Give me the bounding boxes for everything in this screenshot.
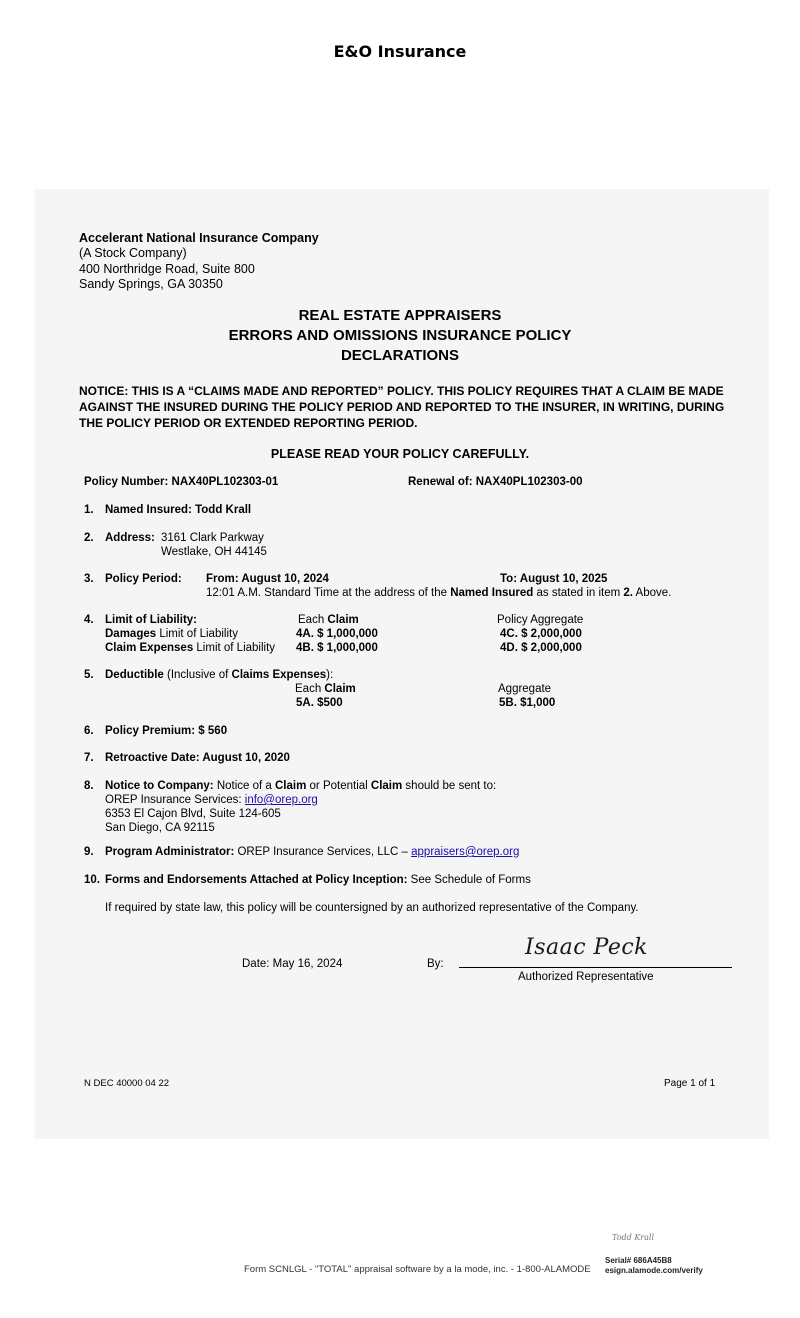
company-name: Accelerant National Insurance Company: [79, 231, 319, 245]
item-number: 3.: [84, 573, 94, 585]
claim-expenses-limit-label: Claim Expenses Limit of Liability: [105, 642, 276, 654]
item-number: 4.: [84, 614, 94, 626]
info-email-link[interactable]: info@orep.org: [244, 794, 318, 806]
software-footer: Form SCNLGL - "TOTAL" appraisal software by a la mode, inc. - 1-800-ALAMODE: [244, 1264, 591, 1275]
address-line-2: Westlake, OH 44145: [161, 546, 267, 558]
damages-each-claim: 4A. $ 1,000,000: [296, 628, 378, 640]
damages-limit-label: Damages Limit of Liability: [105, 628, 238, 640]
read-carefully: PLEASE READ YOUR POLICY CAREFULLY.: [270, 447, 530, 461]
signature: Isaac Peck: [525, 935, 649, 960]
claim-expenses-each-claim: 4B. $ 1,000,000: [296, 642, 378, 654]
signature-by: By:: [427, 958, 444, 970]
signature-date: Date: May 16, 2024: [242, 958, 343, 970]
address-line-1: 3161 Clark Parkway: [161, 532, 264, 544]
heading-line-1: REAL ESTATE APPRAISERS: [298, 307, 502, 324]
deductible-label: Deductible (Inclusive of Claims Expenses):: [105, 669, 334, 681]
company-city: Sandy Springs, GA 30350: [79, 277, 223, 291]
policy-aggregate-header: Policy Aggregate: [497, 614, 584, 626]
company-street: 400 Northridge Road, Suite 800: [79, 262, 255, 276]
page-title: E&O Insurance: [333, 42, 467, 61]
company-type: (A Stock Company): [79, 246, 187, 260]
item-number: 1.: [84, 504, 94, 516]
serial-number: Serial# 686A45B8: [605, 1256, 672, 1265]
item-number: 6.: [84, 725, 94, 737]
forms-endorsements: Forms and Endorsements Attached at Policy Inception: See Schedule of Forms: [105, 874, 531, 886]
program-administrator: Program Administrator: OREP Insurance Services, LLC – appraisers@orep.org: [105, 846, 520, 858]
item-number: 8.: [84, 780, 94, 792]
countersign-statement: If required by state law, this policy will be countersigned by an authorized representative of the Company.: [105, 902, 639, 914]
notice-to-company: Notice to Company: Notice of a Claim or Potential Claim should be sent to:: [105, 780, 497, 792]
named-insured: Named Insured: Todd Krall: [105, 504, 252, 516]
retroactive-date: Retroactive Date: August 10, 2020: [105, 752, 290, 764]
deductible-each-claim: 5A. $500: [296, 697, 343, 709]
notice-address-line-1: 6353 El Cajon Blvd, Suite 124-605: [105, 808, 281, 820]
policy-period-from: From: August 10, 2024: [206, 573, 329, 585]
authorized-representative: Authorized Representative: [518, 971, 654, 983]
policy-premium: Policy Premium: $ 560: [105, 725, 228, 737]
appraisers-email-link[interactable]: appraisers@orep.org: [411, 846, 520, 858]
deductible-aggregate: 5B. $1,000: [499, 697, 556, 709]
item-number: 5.: [84, 669, 94, 681]
item-number: 10.: [84, 874, 100, 886]
policy-period-label: Policy Period:: [105, 573, 182, 585]
notice-address-line-2: San Diego, CA 92115: [105, 822, 215, 834]
verify-url: esign.alamode.com/verify: [605, 1266, 703, 1275]
renewal-of: Renewal of: NAX40PL102303-00: [408, 476, 583, 488]
initials: Todd Krall: [612, 1233, 655, 1242]
notice-text: NOTICE: THIS IS A “CLAIMS MADE AND REPORTED” POLICY. THIS POLICY REQUIRES THAT A CLAIM BE MADE AGAINST THE INSURED DURING THE POLICY PERIOD AND REPORTED TO THE INSURER, IN WRITING, DURING THE POLICY PERIOD OR EXTENDED REPORTING PERIOD.: [79, 384, 725, 430]
damages-aggregate: 4C. $ 2,000,000: [500, 628, 582, 640]
policy-number: Policy Number: NAX40PL102303-01: [84, 476, 279, 488]
each-claim-header: Each Claim: [298, 614, 359, 626]
limit-of-liability-label: Limit of Liability:: [105, 614, 197, 626]
claim-expenses-aggregate: 4D. $ 2,000,000: [500, 642, 582, 654]
signature-line: [459, 967, 732, 968]
item-number: 9.: [84, 846, 94, 858]
policy-period-to: To: August 10, 2025: [500, 573, 608, 585]
deductible-aggregate-header: Aggregate: [498, 683, 552, 695]
item-number: 2.: [84, 532, 94, 544]
deductible-each-claim-header: Each Claim: [295, 683, 356, 695]
form-code: N DEC 40000 04 22: [84, 1078, 170, 1089]
policy-period-note: 12:01 A.M. Standard Time at the address of the Named Insured as stated in item 2. Above.: [206, 587, 672, 599]
page-number: Page 1 of 1: [664, 1078, 716, 1089]
notice-contact-line: OREP Insurance Services: info@orep.org: [105, 794, 318, 806]
heading-line-3: DECLARATIONS: [340, 347, 460, 364]
heading-line-2: ERRORS AND OMISSIONS INSURANCE POLICY: [228, 327, 572, 344]
address-label: Address:: [105, 532, 155, 544]
item-number: 7.: [84, 752, 94, 764]
